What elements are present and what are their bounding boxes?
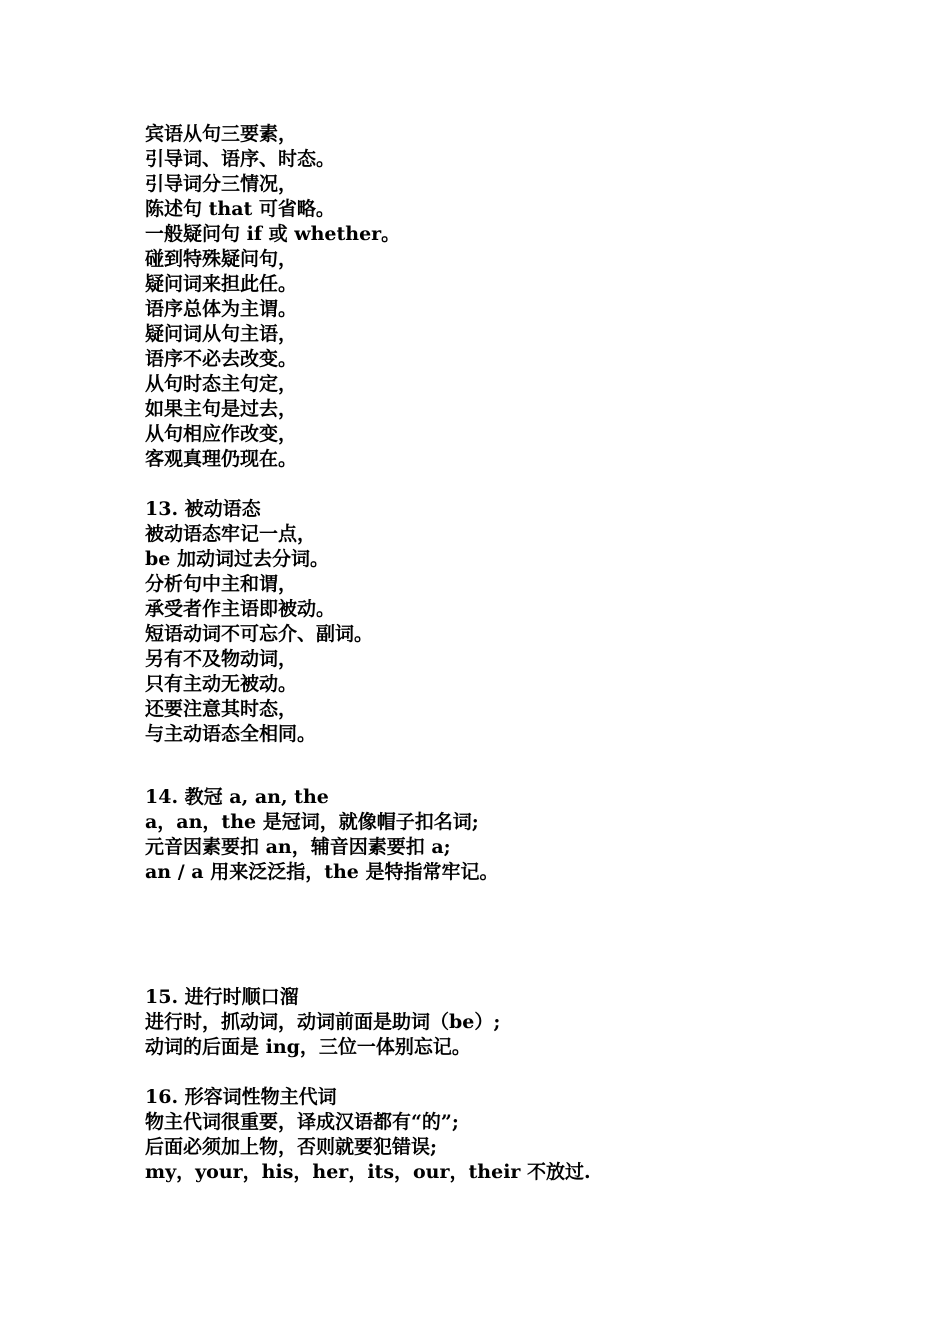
text-line: 语序不必去改变。: [145, 348, 298, 370]
text-line: 元音因素要扣 an，辅音因素要扣 a;: [145, 836, 451, 858]
text-line: 物主代词很重要，译成汉语都有“的”;: [145, 1111, 459, 1133]
text-line: 短语动词不可忘介、副词。: [145, 623, 374, 645]
text-line: 还要注意其时态，: [145, 698, 298, 720]
spacer: [145, 1060, 905, 1085]
section-title: 15. 进行时顺口溜: [145, 986, 299, 1008]
document-page: [145, 122, 905, 1185]
section-title: 16. 形容词性物主代词: [145, 1086, 337, 1108]
section-possessive-pronouns: [145, 1085, 905, 1185]
text-line: 引导词分三情况，: [145, 173, 298, 195]
text-line: 碰到特殊疑问句，: [145, 248, 298, 270]
text-line: 承受者作主语即被动。: [145, 598, 336, 620]
section-progressive-tense: [145, 985, 905, 1060]
text-line: 与主动语态全相同。: [145, 723, 317, 745]
spacer: [145, 885, 905, 985]
section-title: 13. 被动语态: [145, 498, 261, 520]
text-line: 宾语从句三要素，: [145, 123, 298, 145]
text-line: 疑问词来担此任。: [145, 273, 298, 295]
text-line: 进行时，抓动词，动词前面是助词（be）;: [145, 1011, 501, 1033]
text-line: 从句相应作改变，: [145, 423, 298, 445]
text-line: 客观真理仍现在。: [145, 448, 298, 470]
section-articles: [145, 785, 905, 885]
section-object-clause: [145, 122, 905, 472]
text-line: my，your，his，her，its，our，their 不放过.: [145, 1161, 591, 1183]
text-line: be 加动词过去分词。: [145, 548, 329, 570]
text-line: 语序总体为主谓。: [145, 298, 298, 320]
text-line: a，an，the 是冠词，就像帽子扣名词;: [145, 811, 479, 833]
text-line: 一般疑问句 if 或 whether。: [145, 223, 401, 245]
text-line: 分析句中主和谓，: [145, 573, 298, 595]
section-title: 14. 教冠 a, an, the: [145, 786, 329, 808]
text-line: 动词的后面是 ing，三位一体别忘记。: [145, 1036, 471, 1058]
text-line: 陈述句 that 可省略。: [145, 198, 335, 220]
spacer: [145, 472, 905, 497]
text-line: 被动语态牢记一点，: [145, 523, 317, 545]
text-line: 引导词、语序、时态。: [145, 148, 336, 170]
section-passive-voice: [145, 497, 905, 747]
text-line: 如果主句是过去，: [145, 398, 298, 420]
text-line: an / a 用来泛泛指，the 是特指常牢记。: [145, 861, 499, 883]
text-line: 疑问词从句主语，: [145, 323, 298, 345]
text-line: 另有不及物动词，: [145, 648, 298, 670]
text-line: 后面必须加上物，否则就要犯错误;: [145, 1136, 438, 1158]
text-line: 从句时态主句定，: [145, 373, 298, 395]
text-line: 只有主动无被动。: [145, 673, 298, 695]
spacer: [145, 747, 905, 785]
